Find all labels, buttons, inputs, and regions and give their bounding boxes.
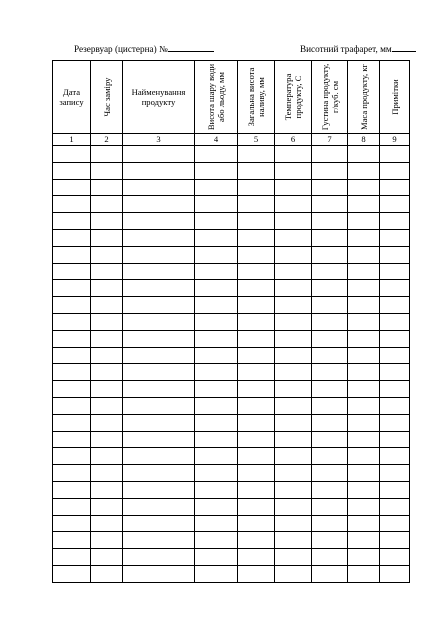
table-cell[interactable] [195,280,238,297]
table-cell[interactable] [348,347,380,364]
table-cell[interactable] [53,162,91,179]
table-row [53,498,410,515]
table-cell[interactable] [53,465,91,482]
table-cell[interactable] [53,213,91,230]
table-cell[interactable] [380,330,410,347]
table-row [53,481,410,498]
table-cell[interactable] [91,146,123,163]
table-cell[interactable] [238,263,275,280]
table-cell[interactable] [53,297,91,314]
table-row [53,313,410,330]
table-cell[interactable] [380,347,410,364]
table-cell[interactable] [195,330,238,347]
table-cell[interactable] [238,448,275,465]
table-cell[interactable] [123,162,195,179]
table-cell[interactable] [195,347,238,364]
table-cell[interactable] [91,448,123,465]
table-cell[interactable] [195,246,238,263]
table-cell[interactable] [275,146,312,163]
table-cell[interactable] [312,263,348,280]
table-cell[interactable] [380,146,410,163]
table-cell[interactable] [348,179,380,196]
table-cell[interactable] [275,381,312,398]
table-cell[interactable] [53,313,91,330]
journal-body [53,146,410,583]
table-cell[interactable] [380,532,410,549]
table-cell[interactable] [91,213,123,230]
col-header-time: Час заміру [91,61,123,134]
table-cell[interactable] [380,313,410,330]
table-cell[interactable] [91,229,123,246]
table-cell[interactable] [275,397,312,414]
col-number: 2 [91,134,123,146]
table-cell[interactable] [312,179,348,196]
table-cell[interactable] [123,448,195,465]
table-cell[interactable] [348,448,380,465]
table-cell[interactable] [91,532,123,549]
table-cell[interactable] [238,313,275,330]
table-cell[interactable] [53,196,91,213]
table-cell[interactable] [348,397,380,414]
reservoir-label: Резервуар (цистерна) № [74,44,168,54]
table-cell[interactable] [380,565,410,582]
table-cell[interactable] [312,465,348,482]
table-cell[interactable] [53,179,91,196]
table-cell[interactable] [123,179,195,196]
table-cell[interactable] [53,263,91,280]
table-cell[interactable] [312,229,348,246]
stencil-value-blank[interactable] [392,41,416,52]
table-cell[interactable] [348,213,380,230]
table-cell[interactable] [348,481,380,498]
table-cell[interactable] [275,313,312,330]
table-cell[interactable] [195,431,238,448]
table-cell[interactable] [312,280,348,297]
table-cell[interactable] [53,381,91,398]
table-cell[interactable] [275,465,312,482]
table-cell[interactable] [53,246,91,263]
table-cell[interactable] [195,565,238,582]
table-cell[interactable] [275,347,312,364]
table-cell[interactable] [275,549,312,566]
table-cell[interactable] [380,162,410,179]
col-header-mass: Маса продукту, кг [348,61,380,134]
table-cell[interactable] [238,481,275,498]
table-cell[interactable] [275,330,312,347]
table-cell[interactable] [53,565,91,582]
table-row [53,280,410,297]
table-cell[interactable] [195,515,238,532]
table-row [53,263,410,280]
table-cell[interactable] [123,481,195,498]
table-cell[interactable] [123,532,195,549]
table-cell[interactable] [195,448,238,465]
table-cell[interactable] [53,330,91,347]
table-cell[interactable] [123,465,195,482]
reservoir-field [74,41,214,56]
table-cell[interactable] [238,364,275,381]
table-cell[interactable] [195,179,238,196]
table-cell[interactable] [312,162,348,179]
table-cell[interactable] [312,397,348,414]
table-cell[interactable] [195,397,238,414]
table-cell[interactable] [53,397,91,414]
table-cell[interactable] [312,347,348,364]
table-row [53,196,410,213]
table-cell[interactable] [380,196,410,213]
table-cell[interactable] [238,498,275,515]
table-cell[interactable] [91,347,123,364]
table-row [53,179,410,196]
table-row [53,381,410,398]
table-cell[interactable] [312,414,348,431]
table-cell[interactable] [91,397,123,414]
col-number: 7 [312,134,348,146]
table-cell[interactable] [195,381,238,398]
table-cell[interactable] [91,565,123,582]
form-header [0,41,445,55]
table-cell[interactable] [312,515,348,532]
table-cell[interactable] [312,364,348,381]
table-cell[interactable] [380,549,410,566]
measurement-journal-table [52,60,410,583]
table-cell[interactable] [275,229,312,246]
table-cell[interactable] [275,414,312,431]
table-cell[interactable] [91,515,123,532]
table-cell[interactable] [238,330,275,347]
table-cell[interactable] [91,263,123,280]
table-cell[interactable] [123,515,195,532]
table-cell[interactable] [53,431,91,448]
table-cell[interactable] [312,313,348,330]
table-cell[interactable] [275,431,312,448]
table-cell[interactable] [195,263,238,280]
table-cell[interactable] [123,414,195,431]
col-header-total-height: Загальна висота наливу, мм [238,61,275,134]
table-cell[interactable] [91,549,123,566]
table-cell[interactable] [91,381,123,398]
col-number: 8 [348,134,380,146]
table-cell[interactable] [195,465,238,482]
table-row [53,347,410,364]
table-cell[interactable] [380,481,410,498]
table-cell[interactable] [195,297,238,314]
table-row [53,565,410,582]
table-cell[interactable] [123,431,195,448]
table-cell[interactable] [238,532,275,549]
stencil-label: Висотний трафарет, мм [300,44,392,54]
table-cell[interactable] [123,549,195,566]
col-header-density: Густина продукту, г/куб. см [312,61,348,134]
table-cell[interactable] [123,397,195,414]
table-cell[interactable] [348,381,380,398]
table-cell[interactable] [195,498,238,515]
table-row [53,549,410,566]
table-cell[interactable] [53,448,91,465]
table-cell[interactable] [53,146,91,163]
table-cell[interactable] [91,364,123,381]
table-cell[interactable] [53,515,91,532]
table-row [53,397,410,414]
col-number: 6 [275,134,312,146]
table-cell[interactable] [195,549,238,566]
table-cell[interactable] [275,364,312,381]
table-cell[interactable] [312,448,348,465]
table-cell[interactable] [91,280,123,297]
table-cell[interactable] [348,414,380,431]
table-cell[interactable] [348,364,380,381]
table-cell[interactable] [123,213,195,230]
table-cell[interactable] [348,146,380,163]
table-cell[interactable] [275,280,312,297]
table-cell[interactable] [195,414,238,431]
table-row [53,162,410,179]
table-cell[interactable] [91,330,123,347]
col-number: 3 [123,134,195,146]
table-row [53,515,410,532]
table-cell[interactable] [238,431,275,448]
table-cell[interactable] [348,162,380,179]
table-cell[interactable] [238,196,275,213]
table-cell[interactable] [123,196,195,213]
table-cell[interactable] [312,381,348,398]
table-cell[interactable] [348,297,380,314]
table-cell[interactable] [348,498,380,515]
table-cell[interactable] [53,549,91,566]
table-cell[interactable] [238,565,275,582]
table-cell[interactable] [195,213,238,230]
table-cell[interactable] [380,280,410,297]
table-cell[interactable] [312,213,348,230]
table-cell[interactable] [348,313,380,330]
table-cell[interactable] [238,297,275,314]
table-cell[interactable] [53,481,91,498]
table-cell[interactable] [348,465,380,482]
table-row [53,448,410,465]
table-cell[interactable] [195,532,238,549]
table-cell[interactable] [380,381,410,398]
table-cell[interactable] [91,246,123,263]
table-cell[interactable] [238,347,275,364]
col-number: 9 [380,134,410,146]
table-cell[interactable] [123,498,195,515]
table-cell[interactable] [380,515,410,532]
table-cell[interactable] [312,431,348,448]
table-cell[interactable] [123,297,195,314]
table-cell[interactable] [348,246,380,263]
table-cell[interactable] [275,515,312,532]
table-cell[interactable] [312,330,348,347]
table-row [53,465,410,482]
stencil-field [300,41,416,56]
table-row [53,532,410,549]
table-cell[interactable] [380,465,410,482]
table-cell[interactable] [123,313,195,330]
table-cell[interactable] [380,179,410,196]
table-cell[interactable] [348,196,380,213]
table-cell[interactable] [275,162,312,179]
table-cell[interactable] [312,565,348,582]
table-cell[interactable] [312,549,348,566]
col-header-date: Дата запису [53,61,91,134]
table-cell[interactable] [348,263,380,280]
table-cell[interactable] [91,162,123,179]
table-cell[interactable] [275,448,312,465]
table-cell[interactable] [348,330,380,347]
table-cell[interactable] [53,364,91,381]
table-cell[interactable] [238,280,275,297]
table-cell[interactable] [238,162,275,179]
table-cell[interactable] [380,297,410,314]
table-cell[interactable] [91,196,123,213]
table-cell[interactable] [195,146,238,163]
table-cell[interactable] [53,532,91,549]
table-cell[interactable] [380,263,410,280]
col-header-water-level: Висота шару води або льоду, мм [195,61,238,134]
table-cell[interactable] [91,179,123,196]
col-header-temperature: Температура продукту, С [275,61,312,134]
table-cell[interactable] [275,246,312,263]
table-cell[interactable] [238,549,275,566]
table-cell[interactable] [238,229,275,246]
table-cell[interactable] [123,229,195,246]
table-cell[interactable] [123,263,195,280]
table-cell[interactable] [195,313,238,330]
table-cell[interactable] [380,431,410,448]
table-cell[interactable] [195,196,238,213]
table-cell[interactable] [380,364,410,381]
table-cell[interactable] [275,481,312,498]
col-number: 4 [195,134,238,146]
column-number-row [53,134,410,146]
table-cell[interactable] [380,246,410,263]
table-cell[interactable] [123,347,195,364]
table-cell[interactable] [348,229,380,246]
col-header-notes: Примітки [380,61,410,134]
header-row [53,61,410,134]
table-cell[interactable] [123,364,195,381]
table-cell[interactable] [275,297,312,314]
table-cell[interactable] [195,229,238,246]
table-cell[interactable] [348,431,380,448]
table-cell[interactable] [238,414,275,431]
table-cell[interactable] [380,229,410,246]
table-cell[interactable] [91,465,123,482]
table-cell[interactable] [312,196,348,213]
table-cell[interactable] [348,549,380,566]
table-cell[interactable] [380,213,410,230]
table-cell[interactable] [123,330,195,347]
table-cell[interactable] [348,532,380,549]
col-header-product-name: Найменування продукту [123,61,195,134]
table-cell[interactable] [312,146,348,163]
table-cell[interactable] [91,313,123,330]
table-cell[interactable] [312,481,348,498]
table-cell[interactable] [312,498,348,515]
table-cell[interactable] [238,515,275,532]
table-cell[interactable] [275,532,312,549]
table-cell[interactable] [91,297,123,314]
table-row [53,297,410,314]
table-cell[interactable] [275,196,312,213]
table-cell[interactable] [348,515,380,532]
table-cell[interactable] [91,414,123,431]
table-row [53,213,410,230]
table-cell[interactable] [195,162,238,179]
table-cell[interactable] [91,481,123,498]
table-cell[interactable] [123,280,195,297]
table-cell[interactable] [238,465,275,482]
table-cell[interactable] [238,381,275,398]
table-cell[interactable] [238,213,275,230]
table-row [53,364,410,381]
table-cell[interactable] [53,414,91,431]
table-cell[interactable] [91,431,123,448]
table-cell[interactable] [312,532,348,549]
table-cell[interactable] [53,347,91,364]
table-cell[interactable] [380,397,410,414]
table-cell[interactable] [238,397,275,414]
table-cell[interactable] [195,364,238,381]
reservoir-number-blank[interactable] [168,41,214,52]
table-row [53,330,410,347]
table-cell[interactable] [238,179,275,196]
table-cell[interactable] [312,297,348,314]
table-cell[interactable] [123,146,195,163]
table-cell[interactable] [348,280,380,297]
table-cell[interactable] [238,246,275,263]
table-row [53,146,410,163]
table-cell[interactable] [275,565,312,582]
table-cell[interactable] [312,246,348,263]
table-cell[interactable] [123,381,195,398]
table-cell[interactable] [380,414,410,431]
table-cell[interactable] [91,498,123,515]
col-number: 5 [238,134,275,146]
table-cell[interactable] [53,229,91,246]
table-cell[interactable] [53,280,91,297]
table-cell[interactable] [275,498,312,515]
table-cell[interactable] [123,565,195,582]
table-cell[interactable] [275,179,312,196]
table-row [53,246,410,263]
table-cell[interactable] [238,146,275,163]
table-cell[interactable] [380,448,410,465]
table-row [53,431,410,448]
table-cell[interactable] [195,481,238,498]
table-cell[interactable] [123,246,195,263]
table-row [53,229,410,246]
table-cell[interactable] [348,565,380,582]
table-cell[interactable] [275,263,312,280]
col-number: 1 [53,134,91,146]
table-cell[interactable] [380,498,410,515]
table-row [53,414,410,431]
table-cell[interactable] [53,498,91,515]
table-cell[interactable] [275,213,312,230]
